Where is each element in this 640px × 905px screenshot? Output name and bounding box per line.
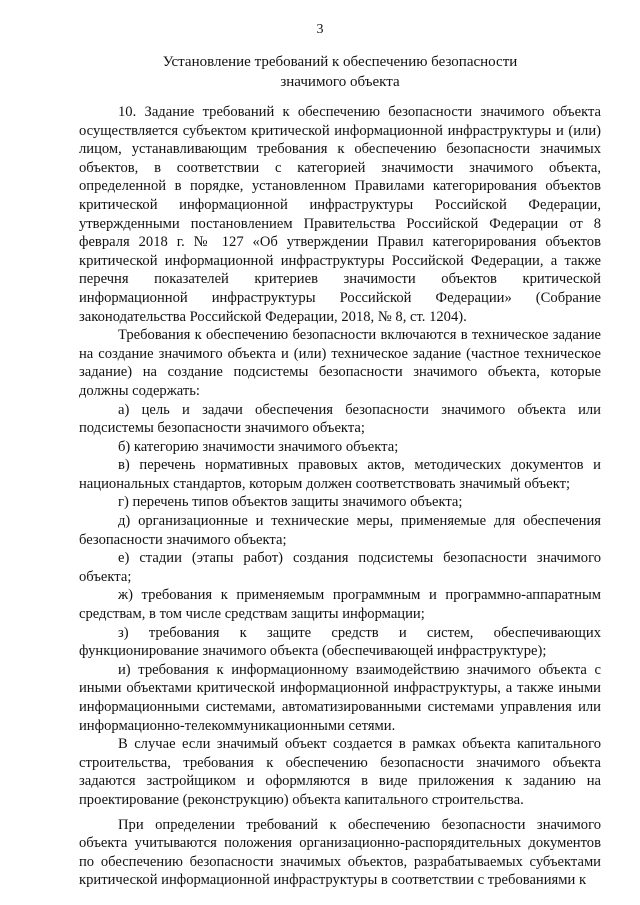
document-body [79,103,601,890]
paragraph-item-10: 10. Задание требований к обеспечению безопасности значимого объекта осуществляется субъектом критической информационной инфраструктуры и (или) лицом, устанавливающим требования к обеспечению безопасности значимых объектов, в соответствии с категорией значимости значимого объекта, определенной в порядке, установленном Правилами категорирования объектов критической информационной инфраструктуры Российской Федерации, утвержденными постановлением Правительства Российской Федерации от 8 февраля 2018 г. № 127 «Об утверждении Правил категорирования объектов критической информационной инфраструктуры Российской Федерации, а также перечня показателей критериев значимости объектов критической информационной инфраструктуры Российской Федерации» (Собрание законодательства Российской Федерации, 2018, № 8, ст. 1204). [79,104,601,325]
paragraph-capital-construction: В случае если значимый объект создается в рамках объекта капитального строительства, требования к обеспечению безопасности значимого объекта задаются застройщиком и оформляются в виде приложения к заданию на проектирование (реконструкцию) объекта капитального строительства. [79,736,601,808]
list-item-d: д) организационные и технические меры, применяемые для обеспечения безопасности значимого объекта; [79,513,601,548]
paragraph-requirements-intro: Требования к обеспечению безопасности включаются в техническое задание на создание значимого объекта и (или) техническое задание (частное техническое задание) на создание подсистемы безопасности значимого объекта, которые должны содержать: [79,327,601,399]
section-title-line-1: Установление требований к обеспечению безопасности [162,54,518,70]
section-title-line-2: значимого объекта [280,74,400,90]
list-item-v: в) перечень нормативных правовых актов, методических документов и национальных стандартов, которым должен соответствовать значимый объект; [79,457,601,492]
list-item-zh: ж) требования к применяемым программным и программно-аппаратным средствам, в том числе средствам защиты информации; [79,587,601,623]
list-item-i: и) требования к информационному взаимодействию значимого объекта с иными объектами критической информационной инфраструктуры, а также иными информационными системами, автоматизированными системами управления или информационно-телекоммуникационными сетями. [79,661,601,734]
list-item-g: г) перечень типов объектов защиты значимого объекта; [118,494,463,511]
paragraph-determining-requirements: При определении требований к обеспечению безопасности значимого объекта учитываются положения организационно-распорядительных документов по обеспечению безопасности значимых объектов, разрабатываемых субъектами критической информационной инфраструктуры в соответствии с требованиями к [79,816,601,889]
list-item-e: е) стадии (этапы работ) создания подсистемы безопасности значимого объекта; [79,550,601,585]
list-item-a: а) цель и задачи обеспечения безопасности значимого объекта или подсистемы безопасности значимого объекта; [79,401,601,437]
list-item-b: б) категорию значимости значимого объекта; [118,438,399,455]
list-item-z: з) требования к защите средств и систем, обеспечивающих функционирование значимого объекта (обеспечивающей инфраструктуре); [79,624,601,660]
section-title [80,52,600,92]
page-number: 3 [316,22,324,37]
